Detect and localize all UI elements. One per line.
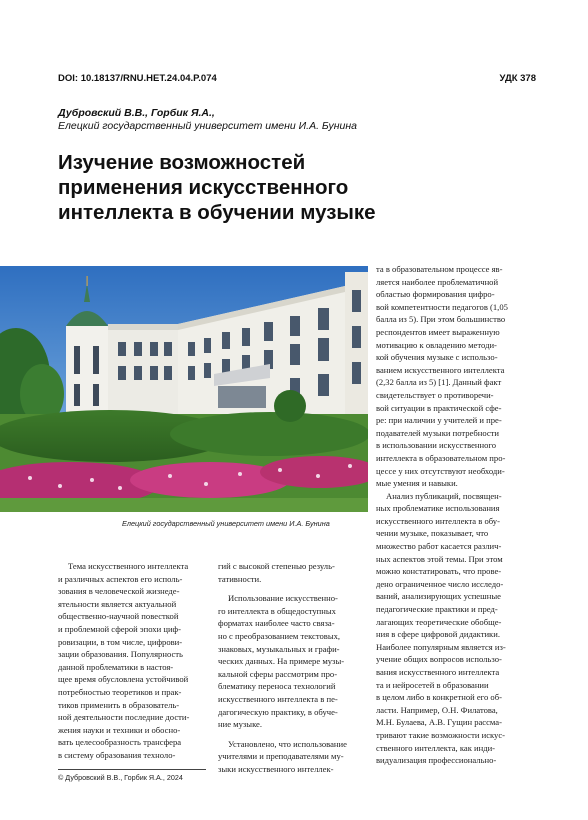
text-line: и проблемной сферой эпохи циф- [58, 623, 181, 634]
text-line: вой ситуации в практической сфе- [376, 402, 502, 413]
text-line: кой обучения музыке с использо- [376, 352, 498, 363]
text-line: цессе у них отсутствуют необходи- [376, 465, 505, 476]
text-line: ственного интеллекта, как инди- [376, 742, 496, 753]
paragraph-gap [218, 585, 370, 592]
text-line: ляется наиболее проблематичной [376, 276, 499, 287]
text-line: ятельности является актуальной [58, 598, 177, 609]
copyright-footnote: © Дубровский В.В., Горбик Я.А., 2024 [58, 773, 183, 782]
text-line: и различных аспектов его исполь- [58, 573, 183, 584]
text-line: Анализ публикаций, посвящен- [386, 490, 502, 501]
text-line: та и нейросетей в образовании [376, 679, 489, 690]
text-line: подавателей музыки потребности [376, 427, 500, 438]
text-line: лагающих теоретические обобще- [376, 616, 502, 627]
text-line: зыки искусственного интеллек- [218, 763, 334, 774]
text-line: Использование искусственно- [228, 593, 338, 604]
text-line: видуализация профессионально- [376, 755, 497, 766]
text-line: тривают такие возможности искус- [376, 729, 506, 740]
text-line: общественно-научной повесткой [58, 611, 179, 622]
footnote-rule [58, 769, 206, 770]
text-line: ванием искусственного интеллекта [376, 364, 505, 375]
text-line: ваний, анализирующих успешные [376, 591, 501, 602]
text-line: респондентов имеет выраженную [376, 326, 500, 337]
text-line: блематику переноса технологий [218, 681, 336, 692]
text-line: можно констатировать, что прове- [376, 566, 502, 577]
column-right [376, 263, 538, 767]
text-line: искусственного интеллекта в пе- [218, 693, 338, 704]
paragraph-gap [218, 731, 370, 738]
column-left [58, 560, 210, 762]
text-line: свидетельствует о противоречи- [376, 389, 494, 400]
title-line: Изучение возможностей [58, 151, 306, 174]
text-line: ных аспектов этой темы. При этом [376, 553, 503, 564]
title-line: интеллекта в обучении музыке [58, 201, 376, 224]
text-line: та в образовательном процессе яв- [376, 264, 503, 274]
text-line: ческих данных. На примере музы- [218, 656, 345, 667]
text-line: в систему образования техноло- [58, 749, 176, 760]
authors: Дубровский В.В., Горбик Я.А., [58, 107, 215, 119]
text-line: щее время обусловлена устойчивой [58, 674, 189, 685]
doi-label: DOI: 10.18137/RNU.HET.24.04.P.074 [58, 73, 217, 84]
text-line: тативности. [218, 573, 262, 584]
text-line: тиков применить в образователь- [58, 699, 180, 710]
text-line: учителями и преподавателями му- [218, 751, 344, 762]
text-line: дено ограниченное число исследо- [376, 578, 504, 589]
text-line: но с преобразованием текстовых, [218, 630, 341, 641]
text-line: кальной сферы рассмотрим про- [218, 668, 338, 679]
text-line: вания искусственного интеллекта [376, 667, 500, 677]
title-line: применения искусственного [58, 176, 349, 199]
column-middle [218, 560, 370, 776]
affiliation: Елецкий государственный университет имени И.А. Бунина [58, 120, 357, 132]
text-line: учение общих вопросов использо- [376, 654, 502, 665]
text-line: вать целесообразность трансфера [58, 737, 182, 748]
text-line: потребностью теоретиков и прак- [58, 686, 182, 697]
text-line: ных проблематике использования [376, 503, 500, 514]
text-line: в целом либо в конкретной его об- [376, 692, 502, 703]
text-line: интеллекта в образовательном про- [376, 452, 506, 463]
article-title [58, 150, 418, 225]
text-line: М.Н. Булаева, А.В. Гущин рассма- [376, 717, 502, 728]
text-line: мотивацию к овладению методи- [376, 339, 497, 350]
text-line: вой компетентности педагогов (1,05 [376, 301, 508, 312]
text-line: дагогическую практику, в обуче- [218, 706, 338, 717]
text-line: областью формирования цифро- [376, 289, 495, 300]
text-line: гий с высокой степенью резуль- [218, 561, 335, 571]
text-line: Тема искусственного интеллекта [68, 561, 189, 571]
text-line: ния в сфере цифровой дидактики. [376, 629, 500, 640]
text-line: данной проблематики в настоя- [58, 661, 174, 672]
text-line: Наиболее популярным является из- [376, 641, 506, 652]
text-line: форматах наиболее часто связа- [218, 618, 335, 629]
text-line: балла из 5). При этом большинство [376, 314, 506, 325]
university-photo [0, 266, 368, 512]
running-header [58, 73, 536, 87]
text-line: ласти. Например, О.Н. Филатова, [376, 704, 498, 715]
photo-caption: Елецкий государственный университет имени И.А. Бунина [122, 519, 330, 528]
text-line: ровизации, в том числе, цифрови- [58, 636, 183, 647]
text-line: знаковых, музыкальных и графи- [218, 643, 340, 654]
text-line: множество работ касается различ- [376, 541, 502, 552]
text-line: го интеллекта в общедоступных [218, 605, 336, 616]
udk-label: УДК 378 [499, 73, 536, 84]
text-line: чении музыке, показывает, что [376, 528, 489, 539]
text-line: Установлено, что использование [228, 738, 347, 749]
text-line: зования в человеческой жизнеде- [58, 586, 180, 597]
text-line: (2,32 балла из 5) [1]. Данный факт [376, 377, 502, 388]
text-line: ние музыке. [218, 719, 262, 730]
text-line: в использовании искусственного [376, 440, 497, 451]
text-line: жения науки и техники и обоснo- [58, 724, 181, 735]
text-line: мые умения и навыки. [376, 478, 458, 489]
text-line: ре: при наличии у учителей и пре- [376, 415, 502, 426]
text-line: зации образования. Популярность [58, 649, 183, 660]
text-line: ной деятельности последние дости- [58, 712, 190, 723]
text-line: искусственного интеллекта в обу- [376, 515, 500, 526]
text-line: педагогические практики и пред- [376, 604, 498, 615]
